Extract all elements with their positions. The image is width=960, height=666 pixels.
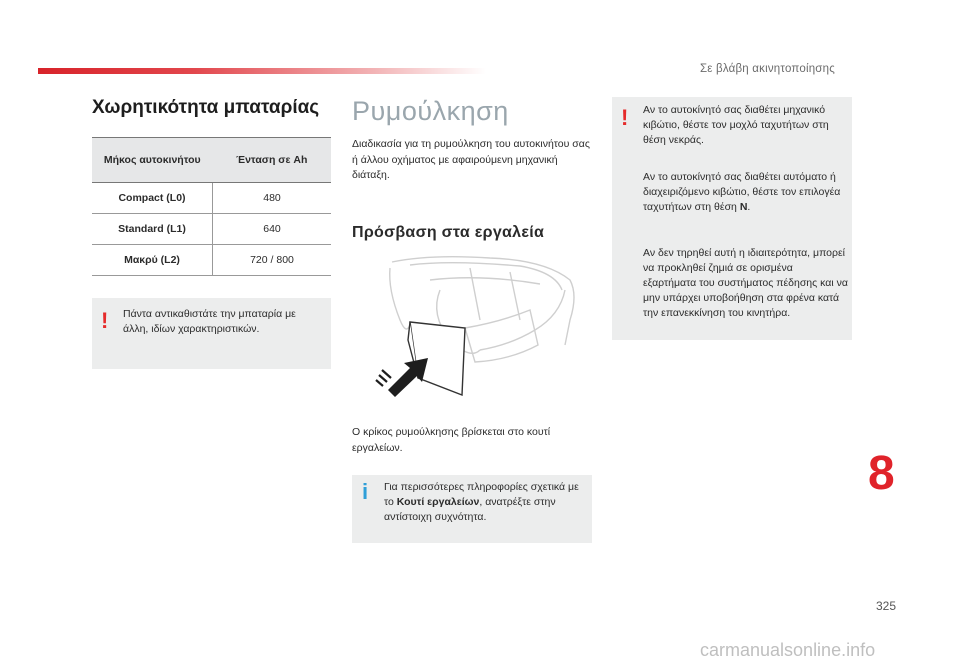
- table-cell-value: 640: [213, 214, 332, 245]
- gear-warning-box: [612, 97, 852, 340]
- column-header-ah: Ένταση σε Ah: [213, 138, 332, 183]
- towing-title: Ρυμούλκηση: [352, 96, 509, 126]
- gear-warning-manual: Αν το αυτοκίνητό σας διαθέτει μηχανικό κιβώτιο, θέστε τον μοχλό ταχυτήτων στη θέση νεκράς.: [643, 104, 829, 146]
- exclamation-icon: !: [101, 308, 109, 333]
- chapter-number: 8: [868, 447, 895, 500]
- table-cell-model: Compact (L0): [92, 183, 213, 214]
- tools-location-text: Ο κρίκος ρυμούλκησης βρίσκεται στο κουτί εργαλείων.: [352, 426, 551, 454]
- table-cell-model: Standard (L1): [92, 214, 213, 245]
- battery-capacity-table: [92, 137, 331, 276]
- battery-warning-box: [92, 298, 331, 369]
- table-header-row: [92, 138, 331, 183]
- section-title: Σε βλάβη ακινητοποίησης: [700, 63, 835, 75]
- table-row: [92, 245, 331, 276]
- table-cell-value: 720 / 800: [213, 245, 332, 276]
- gear-warning-automatic: Αν το αυτοκίνητό σας διαθέτει αυτόματο ή διαχειριζόμενο κιβώτιο, θέστε τον επιλογέα ταχυτήτων στη θέση N.: [643, 171, 841, 213]
- exclamation-icon: !: [621, 105, 629, 130]
- table-row: [92, 214, 331, 245]
- towing-intro: Διαδικασία για τη ρυμούλκηση του αυτοκινήτου σας ή άλλου οχήματος με αφαιρούμενη μηχανική διάταξη.: [352, 138, 590, 181]
- gear-warning-consequence: Αν δεν τηρηθεί αυτή η ιδιαιτερότητα, μπορεί να προκληθεί ζημιά σε ορισμένα εξαρτήματα του συστήματος πέδησης και να μην υπάρχει υποβοήθηση στα φρένα κατά την επανεκκίνηση του κινητήρα.: [643, 247, 848, 319]
- toolbox-info-text: Για περισσότερες πληροφορίες σχετικά με το Κουτί εργαλείων, ανατρέξτε στην αντίστοιχη συχνότητα.: [384, 481, 579, 523]
- table-row: [92, 183, 331, 214]
- info-icon: i: [362, 479, 369, 504]
- toolbox-link-text: Κουτί εργαλείων: [396, 496, 480, 508]
- header-accent-bar: [38, 68, 486, 74]
- toolbox-illustration: [370, 250, 592, 400]
- battery-warning-text: Πάντα αντικαθιστάτε την μπαταρία με άλλη, ιδίων χαρακτηριστικών.: [123, 308, 296, 335]
- column-header-length: Μήκος αυτοκινήτου: [92, 138, 213, 183]
- table-cell-model: Μακρύ (L2): [92, 245, 213, 276]
- table-cell-value: 480: [213, 183, 332, 214]
- toolbox-info-box: [352, 475, 592, 543]
- battery-capacity-title: Χωρητικότητα μπαταρίας: [92, 97, 320, 118]
- tools-access-title: Πρόσβαση στα εργαλεία: [352, 224, 545, 241]
- page-number: 325: [876, 599, 897, 613]
- watermark: carmanualsonline.info: [700, 640, 876, 660]
